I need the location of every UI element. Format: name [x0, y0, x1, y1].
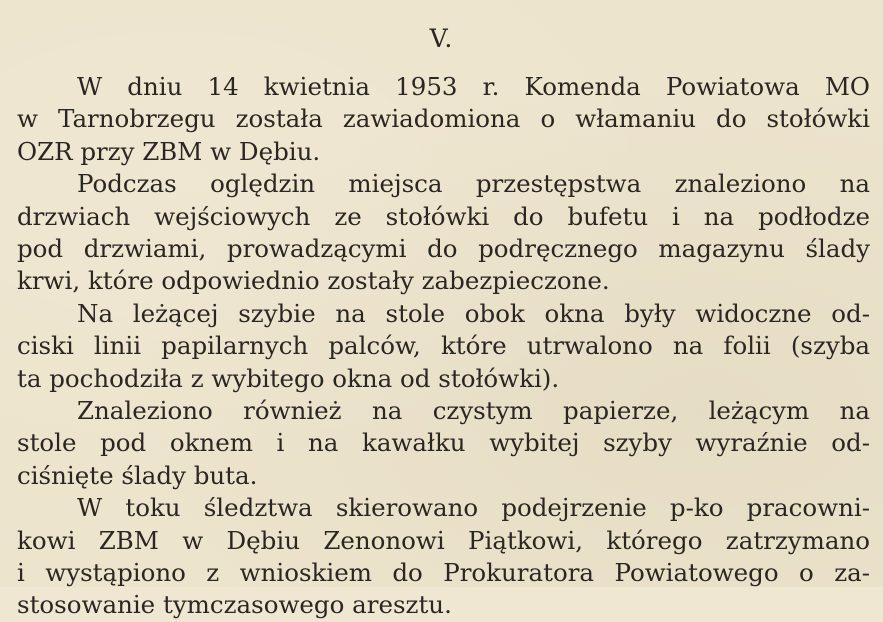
text-line: drzwiach wejściowych ze stołówki do bufetu i na podłodze [17, 201, 870, 231]
text-line: Na leżącej szybie na stole obok okna były widoczne od- [77, 298, 870, 328]
text-line: ciski linii papilarnych palców, które utrwalono na folii (szyba [17, 331, 870, 361]
text-line: stole pod oknem i na kawałku wybitej szyby wyraźnie od- [17, 428, 870, 458]
text-line: ciśnięte ślady buta. [17, 460, 258, 490]
text-line: kowi ZBM w Dębiu Zenonowi Piątkowi, którego zatrzymano [17, 525, 870, 555]
text-line: OZR przy ZBM w Dębiu. [17, 136, 321, 166]
text-line: stosowanie tymczasowego aresztu. [17, 590, 452, 620]
section-heading: V. [429, 24, 454, 53]
text-line: w Tarnobrzegu została zawiadomiona o włamaniu do stołówki [17, 104, 870, 134]
text-line: Podczas oględzin miejsca przestępstwa znaleziono na [77, 169, 870, 199]
text-line: W dniu 14 kwietnia 1953 r. Komenda Powiatowa MO [77, 72, 870, 101]
text-line: i wystąpiono z wnioskiem do Prokuratora Powiatowego o za- [17, 558, 870, 587]
text-line: W toku śledztwa skierowano podejrzenie p-ko pracowni- [77, 493, 870, 523]
text-line: Znaleziono również na czystym papierze, leżącym na [77, 396, 870, 425]
text-line: ta pochodziła z wybitego okna od stołówki). [17, 363, 560, 393]
text-line: krwi, które odpowiednio zostały zabezpieczone. [17, 266, 610, 296]
text-line: pod drzwiami, prowadzącymi do podręcznego magazynu ślady [17, 234, 870, 263]
